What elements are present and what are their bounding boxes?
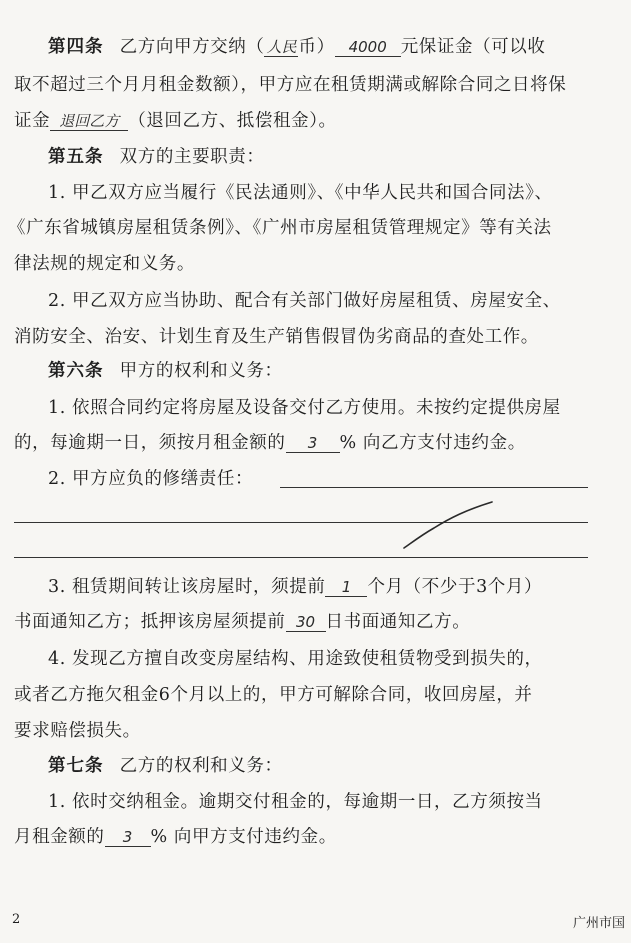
art5-p1-line1 bbox=[48, 182, 553, 204]
page-number: 2 bbox=[12, 912, 21, 927]
art6-p2-label: 2. 甲方应负的修缮责任： bbox=[48, 469, 254, 489]
art4-line3-suffix: （退回乙方、抵偿租金）。 bbox=[128, 111, 337, 131]
art6-days-blank: 30 bbox=[286, 613, 326, 632]
art4-line2-text: 取不超过三个月月租金数额），甲方应在租赁期满或解除合同之日将保 bbox=[14, 75, 567, 95]
art6-p1-line2-prefix: 的，每逾期一日，须按月租金额的 bbox=[14, 433, 286, 453]
art6-p1-line1 bbox=[48, 397, 561, 419]
art7-p1-line2-suffix: % 向甲方支付违约金。 bbox=[150, 827, 337, 847]
art6-p4-line1-text: 4. 发现乙方擅自改变房屋结构、用途致使租赁物受到损失的， bbox=[48, 649, 543, 669]
art5-p2-line1-text: 2. 甲乙双方应当协助、配合有关部门做好房屋租赁、房屋安全、 bbox=[48, 291, 561, 311]
art4-text2: 元保证金（可以收 bbox=[400, 37, 546, 57]
art4-heading: 第四条 bbox=[48, 37, 104, 57]
repair-blank-line-3 bbox=[14, 557, 588, 558]
art6-p4-line2-text: 或者乙方拖欠租金6个月以上的，甲方可解除合同，收回房屋，并 bbox=[14, 685, 533, 705]
art6-p2-line bbox=[48, 468, 253, 490]
art6-months-blank: 1 bbox=[325, 578, 367, 597]
art6-p4-line1 bbox=[48, 648, 543, 670]
repair-blank-line-1 bbox=[280, 487, 588, 488]
art6-p3-line2 bbox=[14, 611, 470, 633]
repair-blank-line-2 bbox=[14, 522, 588, 523]
art7-p1-line2 bbox=[14, 826, 337, 848]
art7-p1-line1-text: 1. 依时交纳租金。逾期交付租金的，每逾期一日，乙方须按当 bbox=[48, 792, 543, 812]
art6-p1-line1-text: 1. 依照合同约定将房屋及设备交付乙方使用。未按约定提供房屋 bbox=[48, 398, 561, 418]
art7-heading: 第七条 bbox=[48, 756, 104, 776]
art4-return-blank: 退回乙方 bbox=[50, 112, 128, 131]
art4-line3-prefix: 证金 bbox=[14, 111, 51, 131]
art5-p1-line3 bbox=[14, 253, 195, 275]
art6-p1-line2-suffix: % 向乙方支付违约金。 bbox=[339, 433, 526, 453]
art6-p4-line3 bbox=[14, 720, 141, 742]
art5-p2-line2 bbox=[14, 326, 539, 348]
art6-p3-line2-suffix: 日书面通知乙方。 bbox=[325, 612, 471, 632]
art4-line2 bbox=[14, 74, 566, 96]
art5-p1-line2-text: 《广东省城镇房屋租赁条例》、《广州市房屋租赁管理规定》等有关法 bbox=[8, 218, 552, 238]
art5-p2-line2-text: 消防安全、治安、计划生育及生产销售假冒伪劣商品的查处工作。 bbox=[14, 327, 539, 347]
art6-p3-line1 bbox=[48, 576, 542, 598]
art6-p4-line2 bbox=[14, 684, 533, 706]
art6-p3-line1-prefix: 3. 租赁期间转让该房屋时，须提前 bbox=[48, 577, 326, 597]
art5-p2-line1 bbox=[48, 290, 561, 312]
art4-line3 bbox=[14, 110, 337, 132]
art7-p1-line1 bbox=[48, 791, 543, 813]
art5-heading-line bbox=[48, 146, 264, 168]
art7-heading-line bbox=[48, 755, 283, 777]
art7-rate-blank: 3 bbox=[105, 828, 151, 847]
art6-p3-line1-suffix: 个月（不少于3个月） bbox=[367, 577, 543, 597]
art5-p1-line3-text: 律法规的规定和义务。 bbox=[14, 254, 195, 274]
art4-line1 bbox=[48, 36, 546, 58]
art4-currency-suffix: 币） bbox=[298, 37, 335, 57]
art5-p1-line2 bbox=[8, 217, 552, 239]
art5-title: 双方的主要职责： bbox=[119, 147, 265, 167]
art7-title: 乙方的权利和义务： bbox=[119, 756, 283, 776]
art6-p4-line3-text: 要求赔偿损失。 bbox=[14, 721, 141, 741]
art6-title: 甲方的权利和义务： bbox=[119, 361, 283, 381]
footer-publisher: 广州市国 bbox=[573, 916, 626, 931]
art6-p1-line2 bbox=[14, 432, 526, 454]
art6-heading-line bbox=[48, 360, 283, 382]
art6-rate-blank: 3 bbox=[286, 434, 340, 453]
art6-p3-line2-prefix: 书面通知乙方；抵押该房屋须提前 bbox=[14, 612, 286, 632]
art4-amount-blank: 4000 bbox=[335, 38, 401, 57]
art7-p1-line2-prefix: 月租金额的 bbox=[14, 827, 105, 847]
art4-text1: 乙方向甲方交纳（ bbox=[119, 37, 265, 57]
art6-heading: 第六条 bbox=[48, 361, 104, 381]
art5-heading: 第五条 bbox=[48, 147, 104, 167]
art4-currency-blank: 人民 bbox=[266, 38, 297, 56]
strike-through-mark bbox=[400, 500, 496, 552]
art5-p1-line1-text: 1. 甲乙双方应当履行《民法通则》、《中华人民共和国合同法》、 bbox=[48, 183, 553, 203]
